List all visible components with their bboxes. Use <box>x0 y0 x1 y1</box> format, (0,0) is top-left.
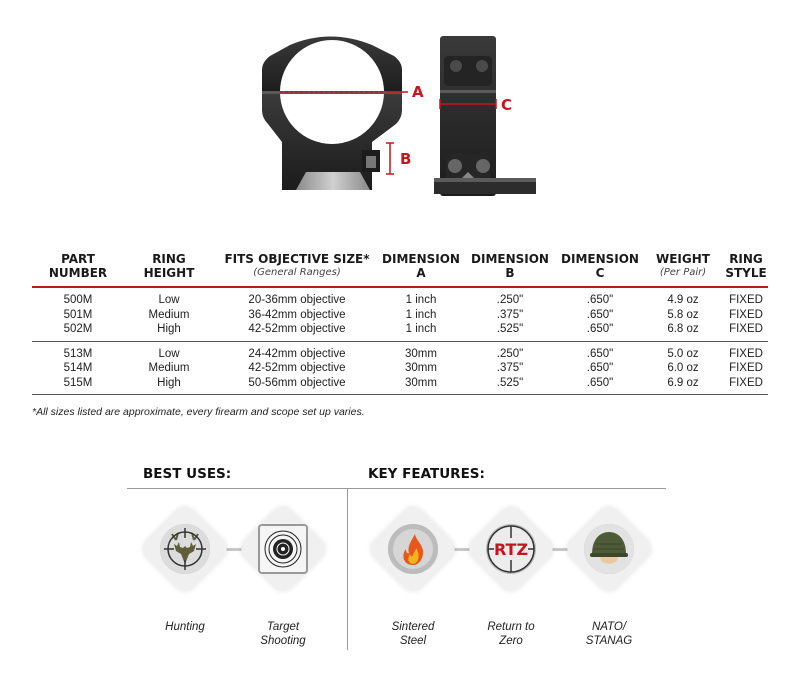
target-shooting-caption: Target Shooting <box>260 621 306 647</box>
cell-part-number: 500M <box>63 294 93 306</box>
key-features-title: KEY FEATURES: <box>368 466 485 482</box>
table-row <box>32 361 768 376</box>
cell-ring-height: High <box>124 376 214 395</box>
cell-dimension-a: 30mm <box>405 362 437 374</box>
cell-weight: 5.0 oz <box>667 347 699 360</box>
ring-spec-table <box>32 252 768 395</box>
col-header-fits-objective: FITS OBJECTIVE SIZE* (General Ranges) <box>214 252 380 287</box>
cell-ring-height: Medium <box>148 362 190 374</box>
cell-dimension-a: 1 inch <box>405 294 437 306</box>
cell-dimension-b: .375" <box>496 308 524 321</box>
col-header-dimension-b: DIMENSION B <box>462 252 558 287</box>
helmet-icon <box>584 524 634 574</box>
cell-ring-style: FIXED <box>729 308 763 321</box>
col-header-ring-height: RING HEIGHT <box>124 252 214 287</box>
cell-part-number: 515M <box>32 376 124 395</box>
hunting-caption: Hunting <box>165 621 205 633</box>
cell-weight: 6.9 oz <box>642 376 724 395</box>
cell-dimension-c: .650" <box>558 376 642 395</box>
cell-ring-height: Medium <box>148 308 190 321</box>
return-to-zero-caption: Return to Zero <box>487 621 535 647</box>
cell-ring-style: FIXED <box>729 347 763 360</box>
cell-ring-style: FIXED <box>724 322 768 341</box>
cell-ring-height: Low <box>158 294 180 306</box>
dimension-c-label: C <box>501 96 513 114</box>
table-row <box>32 287 768 308</box>
table-row <box>32 341 768 361</box>
cell-dimension-b: .525" <box>462 322 558 341</box>
cell-dimension-a: 1 inch <box>405 308 437 321</box>
cell-objective: 42-52mm objective <box>248 362 346 374</box>
table-header-row <box>32 252 768 287</box>
scope-ring-diagram <box>0 0 800 220</box>
cell-objective: 24-42mm objective <box>248 347 346 360</box>
cell-ring-height: High <box>124 322 214 341</box>
cell-objective: 20-36mm objective <box>248 294 346 306</box>
cell-dimension-c: .650" <box>586 347 614 360</box>
cell-dimension-a: 30mm <box>380 376 462 395</box>
col-header-weight: WEIGHT (Per Pair) <box>642 252 724 287</box>
cell-weight: 5.8 oz <box>667 308 699 321</box>
best-uses-title: BEST USES: <box>143 466 232 482</box>
section-rule <box>127 488 666 489</box>
dimension-b-label: B <box>400 150 412 168</box>
col-header-dimension-a: DIMENSION A <box>380 252 462 287</box>
rtz-badge: RTZ <box>493 540 529 559</box>
flame-icon <box>388 524 438 574</box>
dimension-a-label: A <box>412 83 424 101</box>
cell-ring-style: FIXED <box>724 376 768 395</box>
table-row <box>32 322 768 341</box>
cell-dimension-b: .525" <box>462 376 558 395</box>
dimension-b-marker <box>386 143 411 174</box>
cell-objective: 36-42mm objective <box>248 308 346 321</box>
cell-dimension-c: .650" <box>558 322 642 341</box>
ring-side-view <box>434 36 536 196</box>
col-header-dimension-c: DIMENSION C <box>558 252 642 287</box>
cell-dimension-c: .650" <box>586 308 614 321</box>
table-row <box>32 376 768 395</box>
cell-dimension-b: .250" <box>496 347 524 360</box>
cell-dimension-c: .650" <box>586 362 614 374</box>
cell-dimension-b: .250" <box>496 294 524 306</box>
cell-dimension-b: .375" <box>496 362 524 374</box>
cell-objective: 42-52mm objective <box>214 322 380 341</box>
cell-ring-style: FIXED <box>729 362 763 374</box>
footnote: *All sizes listed are approximate, every firearm and scope set up varies. <box>32 406 365 418</box>
deer-crosshair-icon <box>160 524 210 574</box>
cell-dimension-c: .650" <box>586 294 614 306</box>
cell-ring-height: Low <box>158 347 180 360</box>
rtz-crosshair-icon <box>486 524 536 574</box>
col-header-part-number: PART NUMBER <box>32 252 124 287</box>
col-header-ring-style: RING STYLE <box>724 252 768 287</box>
nato-stanag-caption: NATO/ STANAG <box>585 621 633 647</box>
sintered-steel-caption: Sintered Steel <box>391 621 435 647</box>
cell-objective: 50-56mm objective <box>214 376 380 395</box>
cell-dimension-a: 1 inch <box>380 322 462 341</box>
cell-part-number: 514M <box>63 362 93 374</box>
section-divider <box>347 488 348 650</box>
cell-part-number: 501M <box>63 308 93 321</box>
target-icon <box>258 524 308 574</box>
cell-part-number: 502M <box>32 322 124 341</box>
cell-weight: 6.0 oz <box>667 362 699 374</box>
cell-weight: 6.8 oz <box>642 322 724 341</box>
table-row <box>32 308 768 323</box>
ring-front-view <box>262 37 402 191</box>
cell-weight: 4.9 oz <box>667 294 699 306</box>
cell-ring-style: FIXED <box>729 294 763 306</box>
cell-part-number: 513M <box>63 347 93 360</box>
cell-dimension-a: 30mm <box>405 347 437 360</box>
